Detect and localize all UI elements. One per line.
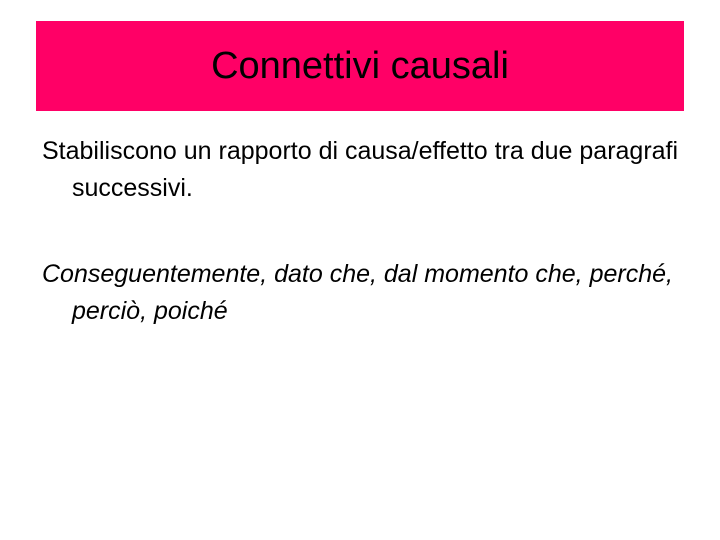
- examples-paragraph: Conseguentemente, dato che, dal momento che, perché, perciò, poiché: [42, 260, 673, 325]
- slide-title: Connettivi causali: [211, 44, 509, 87]
- title-bar: [36, 21, 684, 111]
- slide-body: [42, 133, 682, 330]
- definition-paragraph: Stabiliscono un rapporto di causa/effetto tra due paragrafi successivi.: [42, 137, 679, 202]
